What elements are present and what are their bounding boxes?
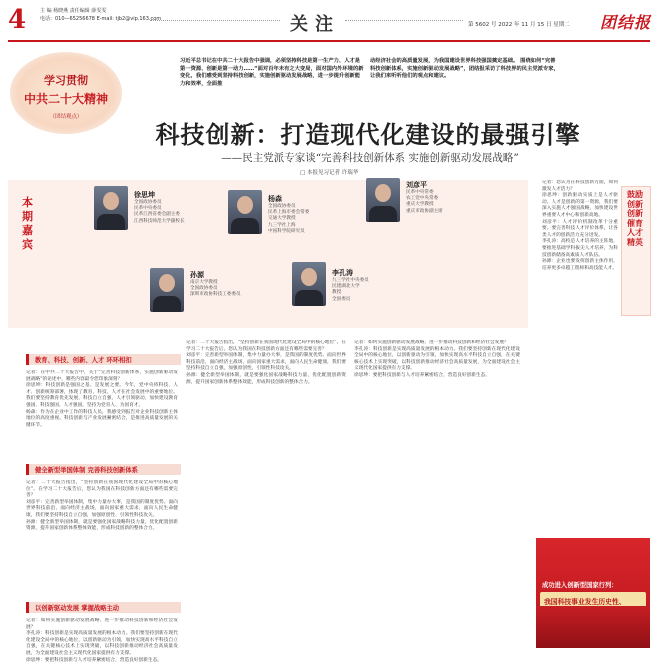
page-number: 4	[8, 5, 27, 35]
byline: □ 本报见习记者 许瑞华	[300, 170, 359, 176]
section-bar-1	[26, 354, 181, 365]
guests-label: 本期嘉宾	[22, 196, 34, 251]
guest-photo-3	[366, 178, 400, 222]
guest-photo-2	[228, 190, 262, 234]
ad-footer	[536, 606, 650, 648]
body-column-2: 记者：二十大报告指出，“坚持创新在我国现代化建设全局中的核心地位”。在学习二十大报告后，您认为我国在科技创新方面还有哪些需要完善？ 刘彦平：完善新型举国体制，集中力量办大事，是我国的制度优势。面向世界科技前沿，面向经济主战场，面向国家重大需求，面向人民生命健康，我们要坚持科技自立自强，加强原创性、引领性科技攻关。 孙源：健全新型举国体制，就是要强化国家战略科技力量，优化配置创新资源，提升国家创新体系整体效能，形成科技创新的整体合力。	[186, 340, 346, 385]
guest-title-3: 民革中央常委 农工党中央常委 重庆大学教授 重庆市政协副主席	[406, 190, 443, 214]
ad-header: 成功进入创新型国家行列：	[542, 582, 618, 589]
guest-photo-4	[150, 268, 184, 312]
vertical-banner-text: 鼓励创新创新 催育人才精英	[627, 189, 643, 247]
section-title-2: 健全新型举国体制 完善科技创新体系	[35, 467, 138, 474]
section-body-1: 记者：在中共二十大报告中，关于“完善科技创新体系，实施创新驱动发展战略”的论述中，哪些内容最令您印象深刻？ 徐思坤：科技创新是强国之基、是发展之要。今年，党中央将科技、人才、创新统筹部署，体现了教育、科技、人才在社会发展中的重要地位。我们要坚持教育优先发展、科技自立自强、人才引领驱动，加快建设教育强国、科技强国、人才强国，坚持为党育人、为国育才。 杨森：作为在企业中工作的科技人员，我感受到报告对企业科技创新主体地位的高度重视。科技创新与产业发展紧密结合，是推进高质量发展的关键环节。	[26, 370, 178, 428]
section-bar-2	[26, 464, 181, 475]
divider-left	[150, 20, 280, 23]
editors-line: 主 编 杨晓燕 责任编辑 薛雯雯	[40, 8, 107, 14]
guest-name-4: 孙源	[190, 271, 204, 279]
subheadline: ——民主党派专家谈“完善科技创新体系 实施创新驱动发展战略”	[221, 152, 519, 164]
headline: 科技创新：打造现代化建设的最强引擎	[155, 120, 581, 149]
section-body-2: 记者：二十大报告指出，“坚持创新在我国现代化建设全局中的核心地位”。在学习二十大报告后，您认为我国在科技创新方面还有哪些需要完善？ 刘彦平：完善新型举国体制，集中力量办大事，是我国的制度优势。面向世界科技前沿，面向经济主战场，面向国家重大需求，面向人民生命健康，我们要坚持科技自立自强，加强原创性、引领性科技攻关。 孙源：健全新型举国体制，就是要强化国家战略科技力量，优化配置创新资源，提升国家创新体系整体效能，形成科技创新的整体合力。	[26, 480, 178, 532]
guest-title-4: 南京大学教授 全国政协委员 深圳市政协科技工委委员	[190, 280, 241, 298]
guest-title-1: 全国政协委员 民革中央委员 民革江西省委会副主委 江西科技师范大学副校长	[134, 200, 185, 224]
guest-name-3: 刘彦平	[406, 181, 427, 189]
guest-title-2: 全国政协委员 民革上海市委会常委 交通大学教授 九三学社上海 中国科学院研究员	[268, 204, 310, 234]
badge-line2: 中共二十大精神	[23, 92, 108, 106]
section-title-1: 教育、科技、创新、人才 环环相扣	[35, 357, 132, 364]
section-bar-3	[26, 602, 181, 613]
right-column: 记者：您认为在科技创新方面，如何激发人才活力？ 徐思坤：创新驱动实质上是人才驱动。人才是创新的第一资源，我们要深入实施人才强国战略，加快建设世界重要人才中心和创新高地。 刘彦平：人才评价机制改革十分重要。要完善科技人才评价体系，让各类人才的创新活力充分迸发。 李孔涛：高校是人才培养的主阵地，要推进基础学科拔尖人才培养，为科技创新储备高素质人才队伍。 孙源：企业也要发挥创新主体作用，培养更多卓越工程师和高技能人才。	[542, 180, 618, 271]
badge-line3: （团结观点）	[49, 114, 83, 120]
divider-right	[345, 20, 463, 23]
contact-line: 电话：010—65256678 E-mail: tjb2@vip.163.com	[40, 16, 162, 22]
section-title-3: 以创新驱动发展 掌握战略主动	[35, 605, 120, 612]
guest-name-2: 杨森	[268, 195, 282, 203]
section-title: 关注	[290, 14, 340, 35]
masthead	[0, 0, 658, 50]
guest-photo-5	[292, 262, 326, 306]
issue-info: 第 5602 号 2022 年 11 月 15 日 星期二	[468, 22, 570, 28]
badge-line1: 学习贯彻	[44, 74, 88, 87]
intro-paragraph-1: 习近平总书记在中共二十大报告中强调，必须坚持科技是第一生产力、人才是第一资源、创新是第一动力……“面对百年未有之大变局，面对国内外环境的新变化，我们感受到坚持科技创新，实施创新驱动发展战略，进一步提升创新能力和效率，全面推	[180, 58, 364, 87]
guest-name-5: 李孔涛	[332, 269, 353, 277]
intro-paragraph-2: 动经济社会的高质量发展，为我国建设世界科技强国奠定基础。 围绕如何“完善科技创新体系，实施创新驱动发展战略”，团结报采访了科技界的民主党派专家，让我们来听听他们的观点和建议。	[370, 58, 559, 80]
guest-name-1: 徐思坤	[134, 191, 155, 199]
header-rule	[8, 40, 650, 42]
body-column-3: 记者：如何实施创新驱动发展战略，进一步推动科技创新和经济社会发展？ 李孔涛：科技创新是实现高质量发展的根本动力。我们要坚持创新在现代化建设全局中的核心地位，以创新驱动为引领，加快实现高水平科技自立自强，在关键核心技术上实现突破，以科技创新推动经济社会高质量发展，为全面建设社会主义现代化国家提供有力支撑。 徐思坤：要把科技创新与人才培养紧密结合，营造良好创新生态。	[354, 340, 520, 378]
guest-photo-1	[94, 186, 128, 230]
newspaper-logo: 团结报	[600, 13, 652, 32]
section-body-3: 记者：如何实施创新驱动发展战略，进一步推动科技创新和经济社会发展？ 李孔涛：科技创新是实现高质量发展的根本动力。我们要坚持创新在现代化建设全局中的核心地位，以创新驱动为引领，加快实现高水平科技自立自强，在关键核心技术上实现突破，以科技创新推动经济社会高质量发展，为全面建设社会主义现代化国家提供有力支撑。 徐思坤：要把科技创新与人才培养紧密结合，营造良好创新生态。	[26, 618, 178, 663]
guest-title-5: 九三学社中央委员 民建湖北大学 教授 全国委员	[332, 278, 369, 302]
ad-line1: 我国科技事业发生历史性、	[544, 598, 626, 606]
